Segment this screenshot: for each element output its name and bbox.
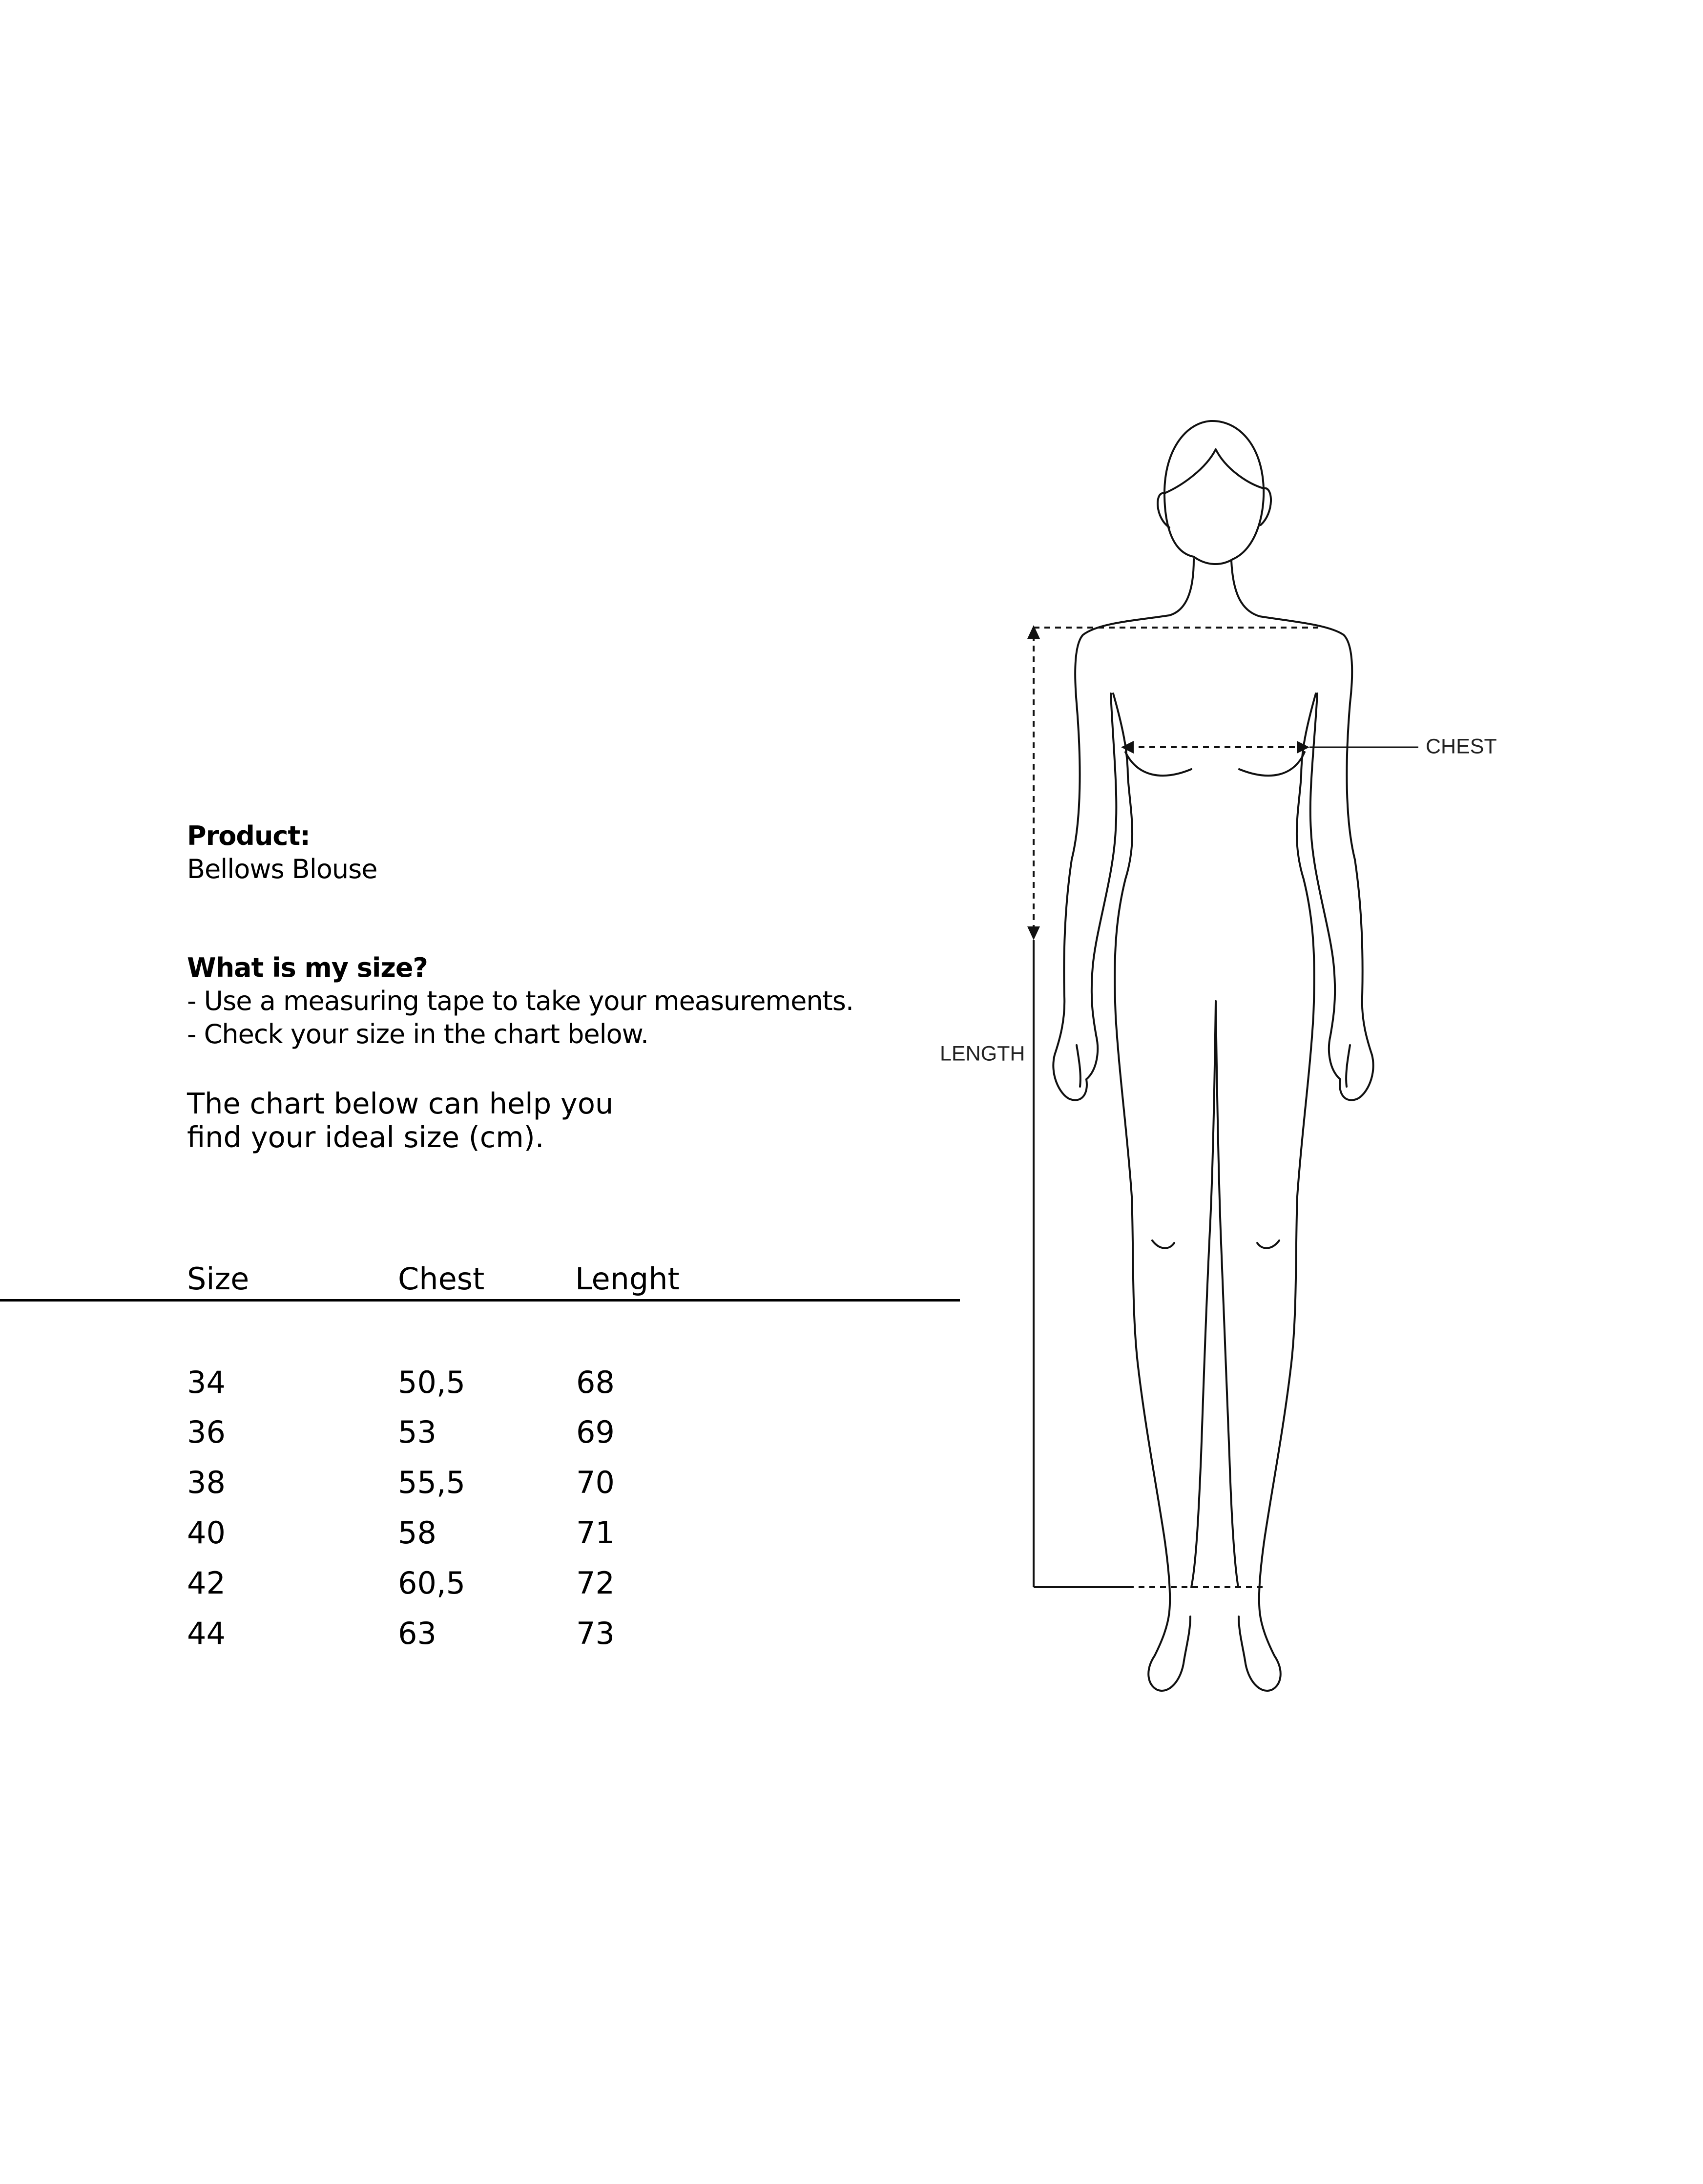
table-cell-chest: 60,5 bbox=[398, 1565, 466, 1601]
table-cell-length: 73 bbox=[576, 1616, 615, 1651]
table-cell-chest: 63 bbox=[398, 1616, 436, 1651]
chart-note-line-2: find your ideal size (cm). bbox=[187, 1120, 544, 1154]
arrow-down-icon bbox=[1027, 926, 1040, 940]
column-header-chest: Chest bbox=[398, 1261, 485, 1297]
table-cell-length: 69 bbox=[576, 1414, 615, 1450]
table-cell-size: 34 bbox=[187, 1365, 226, 1400]
product-label: Product: bbox=[187, 820, 310, 851]
table-cell-length: 72 bbox=[576, 1565, 615, 1601]
table-cell-size: 44 bbox=[187, 1616, 226, 1651]
table-cell-length: 71 bbox=[576, 1515, 615, 1551]
table-cell-size: 38 bbox=[187, 1465, 226, 1500]
table-cell-length: 68 bbox=[576, 1365, 615, 1400]
chest-measure bbox=[1121, 741, 1418, 754]
table-cell-size: 40 bbox=[187, 1515, 226, 1551]
table-cell-chest: 55,5 bbox=[398, 1465, 466, 1500]
table-cell-chest: 58 bbox=[398, 1515, 436, 1551]
product-name: Bellows Blouse bbox=[187, 854, 377, 884]
size-help-step-1: - Use a measuring tape to take your measurements. bbox=[187, 986, 854, 1016]
size-help-step-2: - Check your size in the chart below. bbox=[187, 1019, 649, 1050]
arrow-left-icon bbox=[1121, 741, 1134, 754]
table-cell-length: 70 bbox=[576, 1465, 615, 1500]
table-cell-chest: 53 bbox=[398, 1414, 436, 1450]
table-cell-size: 42 bbox=[187, 1565, 226, 1601]
chest-label: CHEST bbox=[1426, 735, 1497, 758]
chart-note-line-1: The chart below can help you bbox=[187, 1087, 614, 1120]
column-header-size: Size bbox=[187, 1261, 249, 1297]
body-outline bbox=[1053, 421, 1373, 1691]
column-header-length: Lenght bbox=[575, 1261, 680, 1297]
table-cell-chest: 50,5 bbox=[398, 1365, 466, 1400]
table-cell-size: 36 bbox=[187, 1414, 226, 1450]
length-label: LENGTH bbox=[940, 1042, 1025, 1066]
size-help-title: What is my size? bbox=[187, 952, 428, 983]
